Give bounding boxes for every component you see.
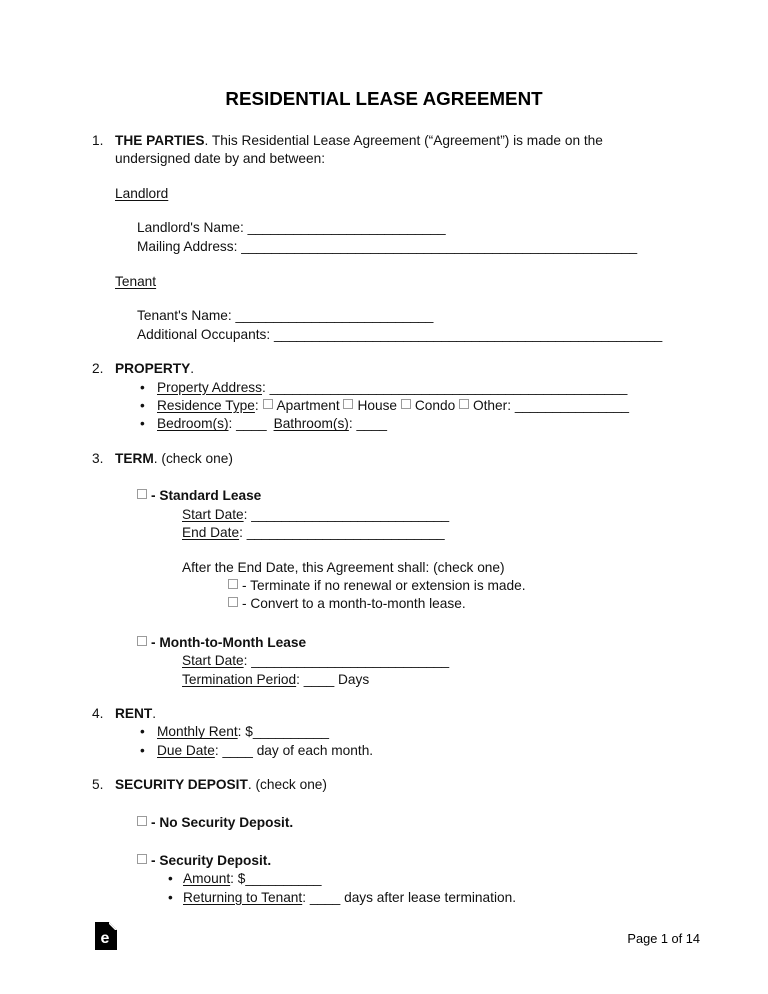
security-deposit-heading-row <box>115 776 676 794</box>
parties-intro <box>115 132 676 169</box>
section-property <box>92 360 676 434</box>
landlord-heading: Landlord <box>115 185 169 201</box>
terminate-option-label: - Terminate if no renewal or extension is made. <box>242 577 526 593</box>
section-number: 5. <box>92 777 104 793</box>
other-option-label: Other: <box>472 398 515 414</box>
returning-to-tenant-label: Returning to Tenant <box>183 889 303 905</box>
apartment-checkbox[interactable] <box>263 399 273 409</box>
additional-occupants-label: Additional Occupants: <box>137 326 274 342</box>
tenant-name-label: Tenant's Name: <box>137 308 236 324</box>
convert-checkbox[interactable] <box>228 597 238 607</box>
termination-period-label: Termination Period <box>182 671 297 687</box>
additional-occupants-blank[interactable]: ___________________________________________________ <box>273 326 663 342</box>
section-number: 1. <box>92 133 104 148</box>
month-to-month-option-row <box>137 634 676 652</box>
bedrooms-blank[interactable]: ____ <box>236 416 267 432</box>
amount-sep: : $ <box>230 871 246 887</box>
parties-heading: THE PARTIES <box>115 133 205 148</box>
no-security-deposit-title: - No Security Deposit. <box>151 814 294 830</box>
convert-option-label: - Convert to a month-to-month lease. <box>242 596 466 612</box>
property-address-sep: : <box>262 379 270 395</box>
due-date-blank[interactable]: ____ <box>222 742 253 758</box>
amount-blank[interactable]: __________ <box>245 871 322 887</box>
rent-heading: RENT <box>115 705 153 721</box>
terminate-checkbox[interactable] <box>228 579 238 589</box>
tenant-heading-row <box>115 273 676 291</box>
standard-lease-option-row <box>137 487 676 505</box>
due-date-sep: : <box>214 742 223 758</box>
termination-period-sep: : <box>296 671 304 687</box>
convert-option-row <box>228 595 676 613</box>
due-date-row <box>140 742 676 760</box>
residence-type-row <box>140 397 676 415</box>
tenant-name-field-row <box>137 307 676 325</box>
m2m-start-date-blank[interactable]: __________________________ <box>251 653 450 669</box>
standard-end-date-blank[interactable]: __________________________ <box>246 525 445 541</box>
property-heading: PROPERTY <box>115 361 191 377</box>
section-security-deposit <box>92 776 676 907</box>
property-address-row <box>140 379 676 397</box>
tenant-name-blank[interactable]: __________________________ <box>235 308 434 324</box>
section-rent <box>92 705 676 760</box>
terminate-option-row <box>228 577 676 595</box>
month-to-month-title: - Month-to-Month Lease <box>151 634 307 650</box>
end-date-sep: : <box>239 525 247 541</box>
parties-intro-text: . This Residential Lease Agreement (“Agreement”) is made on the undersigned date by and between: <box>115 133 607 167</box>
returning-suffix: days after lease termination. <box>340 889 517 905</box>
document-title: RESIDENTIAL LEASE AGREEMENT <box>225 88 543 109</box>
termination-period-blank[interactable]: ____ <box>303 671 335 687</box>
bedrooms-label: Bedroom(s) <box>157 416 229 432</box>
after-end-date-text: After the End Date, this Agreement shall: (check one) <box>182 559 505 575</box>
eforms-logo-letter: e <box>100 930 110 947</box>
property-address-blank[interactable]: _______________________________________________ <box>269 379 628 395</box>
landlord-heading-row <box>115 185 676 203</box>
returning-to-tenant-row <box>168 889 676 907</box>
section-term <box>92 450 676 689</box>
end-date-label: End Date <box>182 525 240 541</box>
section-number: 4. <box>92 705 104 721</box>
termination-period-suffix: Days <box>334 671 370 687</box>
start-date-label: Start Date <box>182 506 244 522</box>
page-indicator: Page 1 of 14 <box>627 931 700 946</box>
monthly-rent-label: Monthly Rent <box>157 724 238 740</box>
due-date-suffix: day of each month. <box>252 742 374 758</box>
house-checkbox[interactable] <box>343 399 353 409</box>
condo-option-label: Condo <box>414 398 459 414</box>
no-security-deposit-checkbox[interactable] <box>137 816 147 826</box>
start-date-label: Start Date <box>182 653 244 669</box>
monthly-rent-sep: : $ <box>237 724 253 740</box>
section-number: 3. <box>92 450 104 466</box>
landlord-address-label: Mailing Address: <box>137 238 242 254</box>
standard-lease-title: - Standard Lease <box>151 488 262 504</box>
start-date-sep: : <box>243 653 252 669</box>
m2m-start-date-row <box>182 652 676 670</box>
tenant-heading: Tenant <box>115 274 157 290</box>
term-heading-row <box>115 450 676 468</box>
security-deposit-checkbox[interactable] <box>137 854 147 864</box>
rent-heading-row <box>115 705 676 723</box>
property-address-label: Property Address <box>157 379 262 395</box>
bathrooms-sep: : <box>348 416 357 432</box>
eforms-logo <box>95 922 117 950</box>
security-deposit-option-row <box>137 852 676 870</box>
month-to-month-checkbox[interactable] <box>137 636 147 646</box>
security-deposit-title: - Security Deposit. <box>151 852 272 868</box>
house-option-label: House <box>357 398 401 414</box>
standard-end-date-row <box>182 524 676 542</box>
monthly-rent-blank[interactable]: __________ <box>252 724 329 740</box>
rooms-row <box>140 415 676 433</box>
bathrooms-blank[interactable]: ____ <box>356 416 387 432</box>
returning-blank[interactable]: ____ <box>309 889 341 905</box>
returning-sep: : <box>302 889 310 905</box>
standard-lease-checkbox[interactable] <box>137 489 147 499</box>
bedrooms-sep: : <box>228 416 237 432</box>
no-security-deposit-option-row <box>137 814 676 832</box>
condo-checkbox[interactable] <box>401 399 411 409</box>
start-date-sep: : <box>243 506 252 522</box>
residence-type-sep: : <box>254 398 263 414</box>
landlord-address-blank[interactable]: ____________________________________________________ <box>241 238 638 254</box>
landlord-name-field-row <box>137 219 676 237</box>
section-number: 2. <box>92 361 104 377</box>
security-deposit-heading: SECURITY DEPOSIT <box>115 777 248 793</box>
landlord-address-field-row <box>137 238 676 256</box>
termination-period-row <box>182 671 676 689</box>
property-heading-suffix: . <box>190 361 195 377</box>
other-checkbox[interactable] <box>459 399 469 409</box>
monthly-rent-row <box>140 723 676 741</box>
term-heading-suffix: . (check one) <box>153 450 233 466</box>
apartment-option-label: Apartment <box>276 398 344 414</box>
due-date-label: Due Date <box>157 742 215 758</box>
other-blank[interactable]: _______________ <box>514 398 630 414</box>
amount-label: Amount <box>183 871 231 887</box>
landlord-name-label: Landlord's Name: <box>137 220 248 236</box>
property-heading-row <box>115 360 676 378</box>
standard-start-date-row <box>182 506 676 524</box>
rent-heading-suffix: . <box>152 705 157 721</box>
standard-start-date-blank[interactable]: __________________________ <box>251 506 450 522</box>
bathrooms-label: Bathroom(s) <box>273 416 349 432</box>
section-parties <box>92 132 676 344</box>
landlord-name-blank[interactable]: __________________________ <box>247 220 446 236</box>
security-deposit-heading-suffix: . (check one) <box>247 777 327 793</box>
residence-type-label: Residence Type <box>157 398 255 414</box>
term-heading: TERM <box>115 450 154 466</box>
deposit-amount-row <box>168 870 676 888</box>
additional-occupants-field-row <box>137 326 676 344</box>
